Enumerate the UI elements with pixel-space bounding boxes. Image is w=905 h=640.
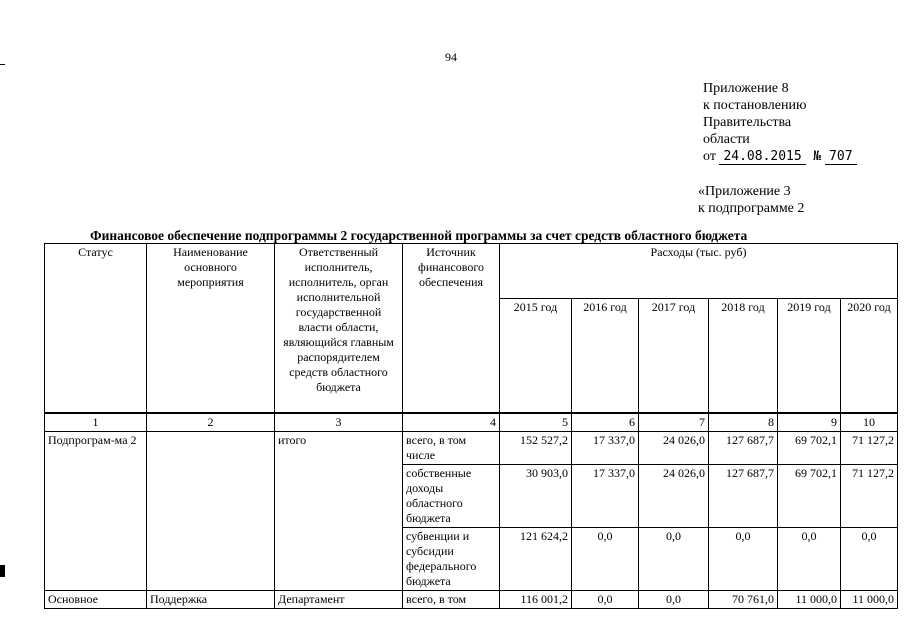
col-number: 8 [709,413,778,432]
group1-source: собственные доходы областного бюджета [403,465,500,528]
value-cell: 0,0 [572,528,639,591]
header-executor: Ответственный исполнитель, исполнитель, орган исполнительной государственной власти области, являющийся главным распорядителем средств областного бюджета [275,244,403,414]
col-number: 3 [275,413,403,432]
value-cell: 30 903,0 [500,465,572,528]
scan-edge-mark [0,565,5,577]
value-cell: 0,0 [639,528,709,591]
value-cell: 70 761,0 [709,591,778,609]
col-number: 2 [147,413,275,432]
header-year-2018: 2018 год [709,299,778,414]
header-year-2015: 2015 год [500,299,572,414]
appendix-line-2: к постановлению [703,98,807,113]
appendix-line-3: Правительства [703,115,792,130]
col-number: 9 [778,413,841,432]
group1-executor: итого [275,432,403,591]
value-cell: 11 000,0 [778,591,841,609]
value-cell: 0,0 [841,528,898,591]
header-year-2017: 2017 год [639,299,709,414]
col-number: 7 [639,413,709,432]
page-number: 94 [445,50,457,64]
group2-status: Основное [45,591,147,609]
value-cell: 121 624,2 [500,528,572,591]
header-year-2016: 2016 год [572,299,639,414]
quote-appendix-block [698,183,804,217]
value-cell: 0,0 [572,591,639,609]
value-cell: 24 026,0 [639,465,709,528]
value-cell: 0,0 [639,591,709,609]
group1-status: Подпрограм-ма 2 [45,432,147,591]
scan-edge-mark [0,64,5,65]
value-cell: 127 687,7 [709,465,778,528]
document-title: Финансовое обеспечение подпрограммы 2 государственной программы за счет средств областного бюджета [90,228,748,243]
appendix-number-sign: № [813,149,822,164]
value-cell: 71 127,2 [841,465,898,528]
column-number-row [45,413,898,432]
value-cell: 11 000,0 [841,591,898,609]
appendix-line-4: области [703,132,750,147]
appendix-signature-line [703,148,857,165]
appendix-line-1: Приложение 8 [703,81,789,96]
table-row [45,591,898,609]
header-expenses: Расходы (тыс. руб) [500,244,898,299]
header-row-1 [45,244,898,299]
group1-name [147,432,275,591]
appendix-ot: от [703,149,716,164]
header-source: Источник финансового обеспечения [403,244,500,414]
col-number: 6 [572,413,639,432]
group2-source: всего, в том [403,591,500,609]
value-cell: 69 702,1 [778,432,841,465]
header-year-2019: 2019 год [778,299,841,414]
value-cell: 152 527,2 [500,432,572,465]
col-number: 4 [403,413,500,432]
header-status: Статус [45,244,147,414]
financing-table [44,243,898,609]
header-year-2020: 2020 год [841,299,898,414]
col-number: 10 [841,413,898,432]
header-name: Наименование основного мероприятия [147,244,275,414]
value-cell: 24 026,0 [639,432,709,465]
appendix-date: 24.08.2015 [719,149,805,165]
appendix-number: 707 [825,149,856,165]
value-cell: 116 001,2 [500,591,572,609]
appendix-block [703,80,857,165]
value-cell: 0,0 [778,528,841,591]
group2-executor: Департамент [275,591,403,609]
group1-source: всего, в том числе [403,432,500,465]
value-cell: 17 337,0 [572,465,639,528]
group1-source: субвенции и субсидии федерального бюджета [403,528,500,591]
value-cell: 0,0 [709,528,778,591]
value-cell: 69 702,1 [778,465,841,528]
value-cell: 127 687,7 [709,432,778,465]
quote-appendix-line-1: «Приложение 3 [698,184,791,199]
group2-name: Поддержка [147,591,275,609]
table-row [45,432,898,465]
col-number: 1 [45,413,147,432]
col-number: 5 [500,413,572,432]
value-cell: 17 337,0 [572,432,639,465]
quote-appendix-line-2: к подпрограмме 2 [698,201,805,216]
value-cell: 71 127,2 [841,432,898,465]
